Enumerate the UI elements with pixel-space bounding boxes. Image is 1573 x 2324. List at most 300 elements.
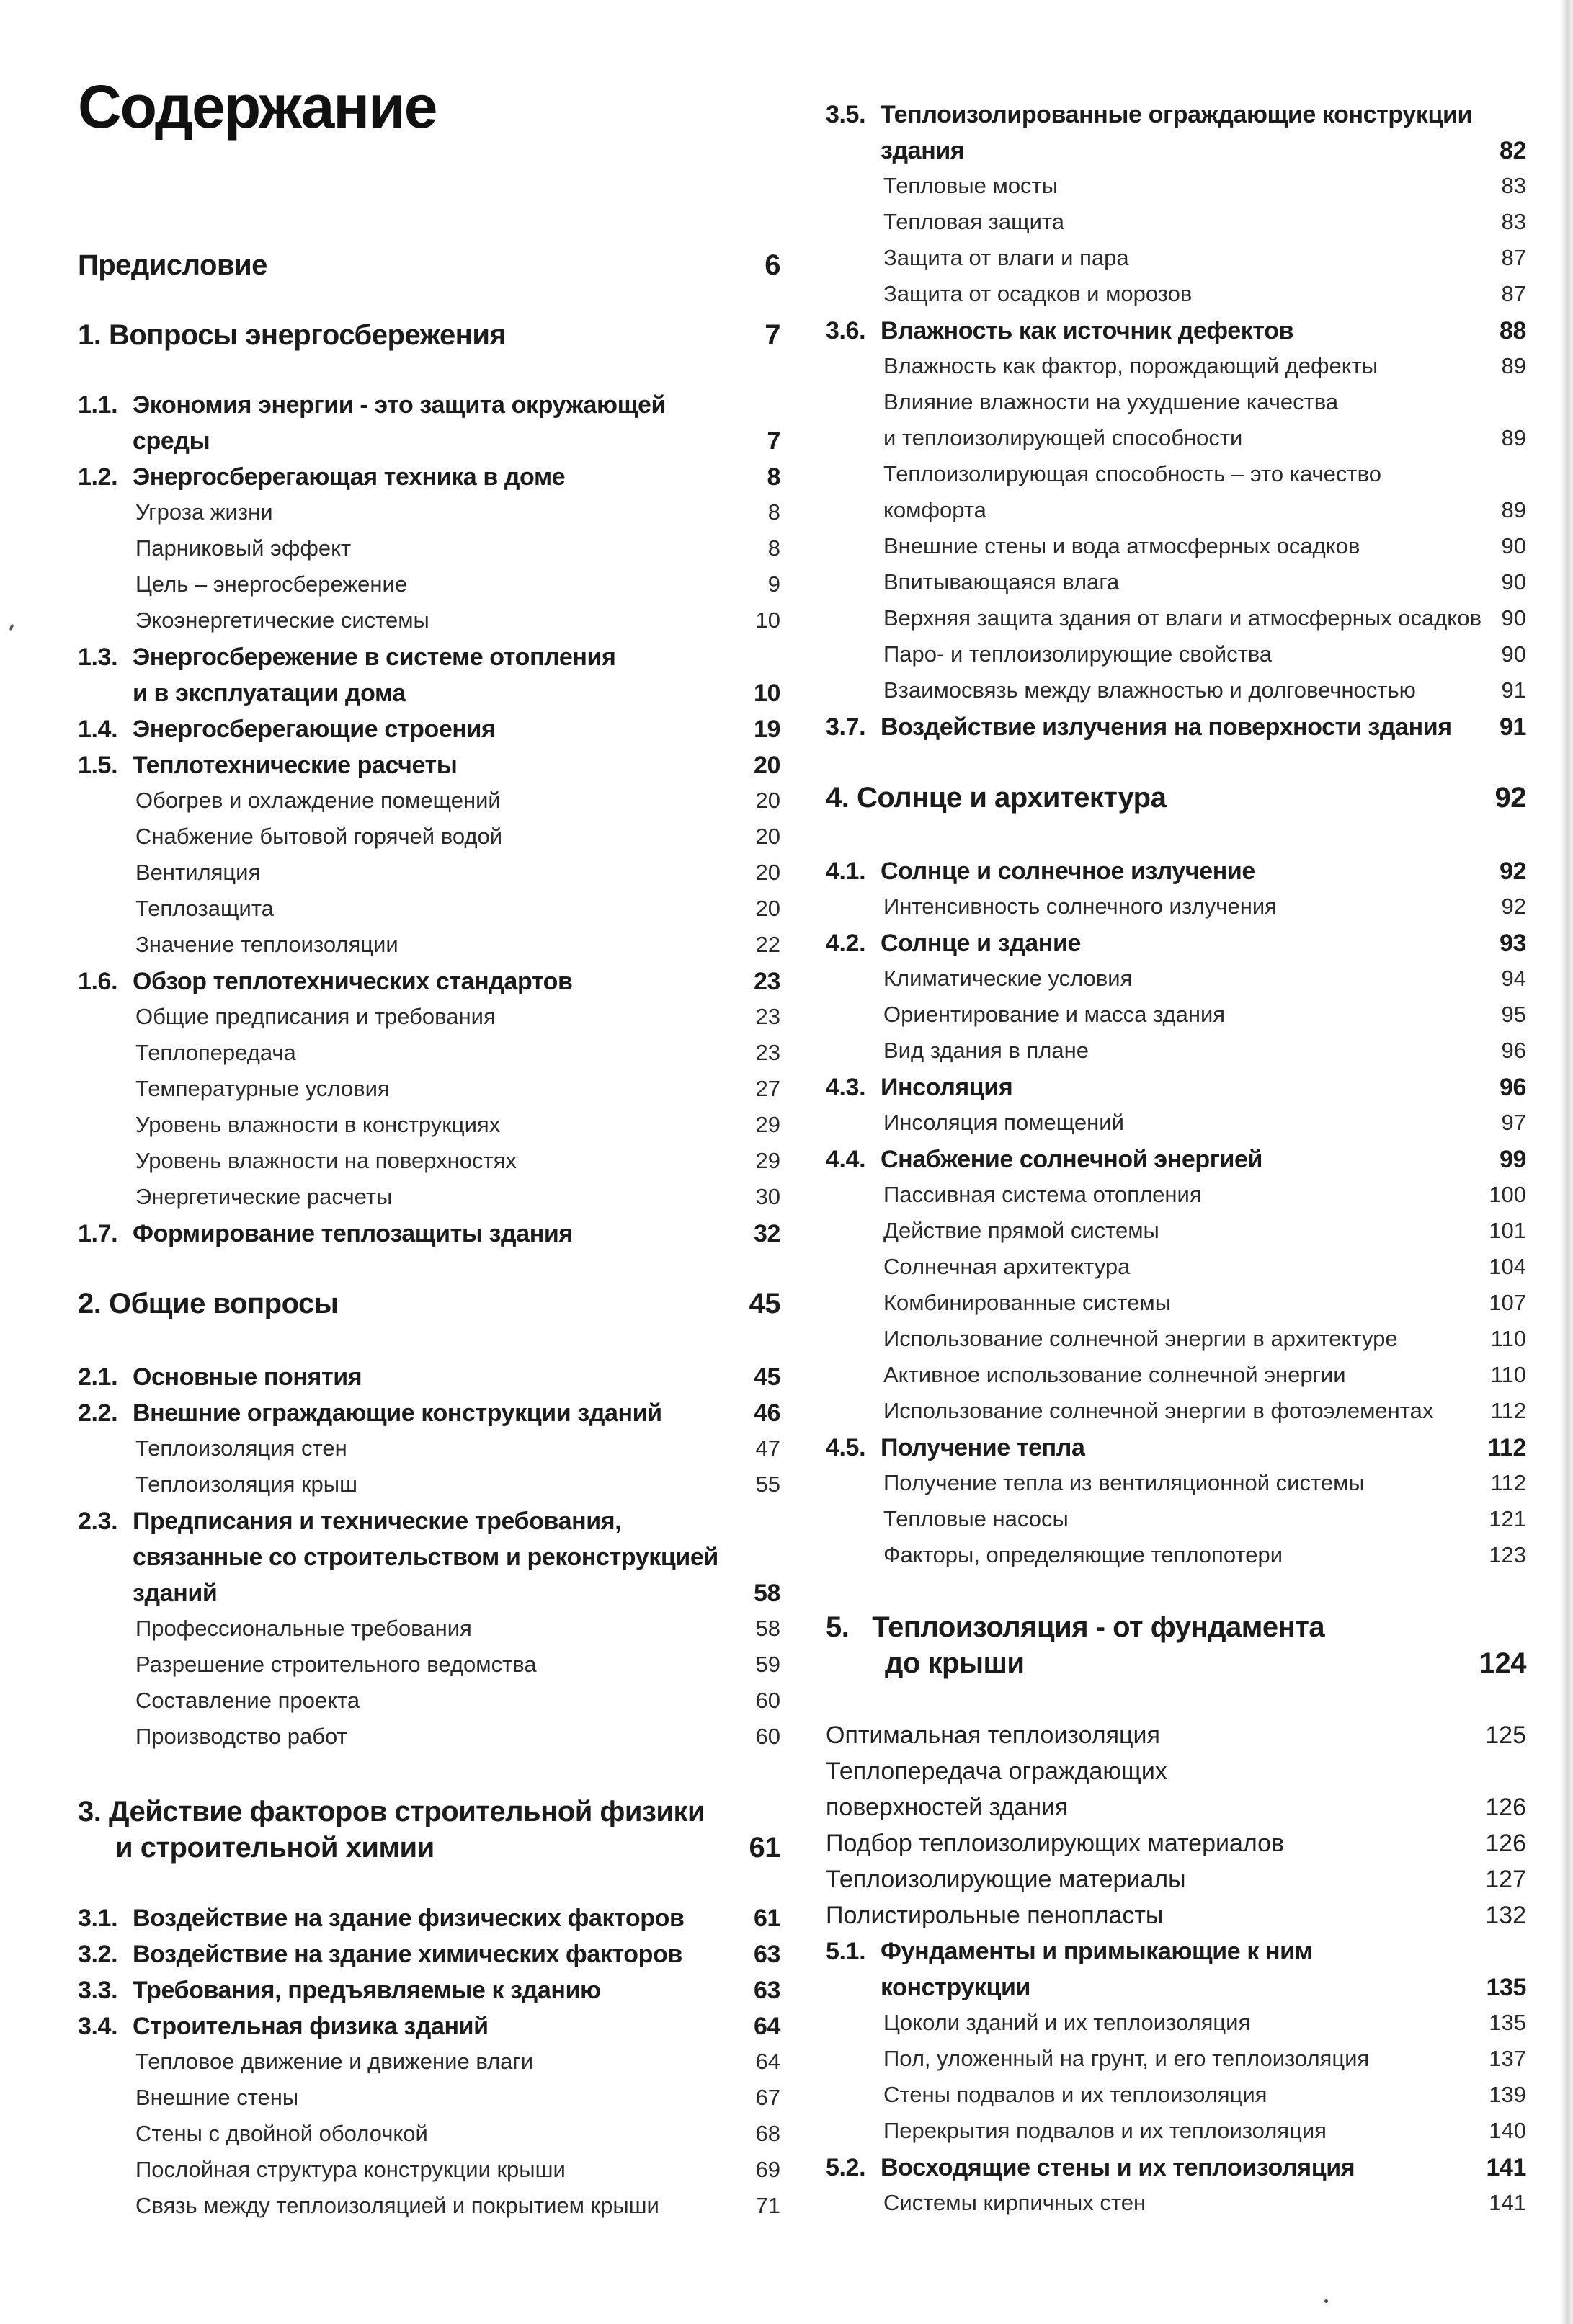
- toc-entry-title: Теплоизолирующая способность – это качество: [883, 461, 1381, 486]
- toc-entry: [78, 1040, 780, 1066]
- toc-entry: [826, 1110, 1526, 1136]
- toc-entry-title: [78, 1941, 754, 1969]
- toc-section-title: Инсоляция: [881, 1074, 1013, 1101]
- toc-section-title: Энергосберегающие строения: [133, 716, 496, 743]
- toc-entry: [78, 1616, 780, 1642]
- toc-entry-title: [78, 391, 780, 419]
- toc-entry-title: Интенсивность солнечного излучения: [883, 894, 1277, 919]
- toc-entry-title: 5. Теплоизоляция - от фундамента: [826, 1611, 1325, 1643]
- toc-entry: [826, 1218, 1526, 1244]
- toc-entry-title: Разрешение строительного ведомства: [135, 1652, 537, 1677]
- toc-entry-title: [826, 1146, 1500, 1174]
- toc-section-number: 1.7.: [78, 1220, 118, 1247]
- toc-section-title: Теплоизолированные ограждающие конструкции: [881, 101, 1472, 128]
- toc-entry-title: и в эксплуатации дома: [133, 680, 406, 707]
- toc-entry: [78, 968, 780, 996]
- toc-entry: [78, 644, 780, 672]
- toc-entry-title: Послойная структура конструкции крыши: [135, 2157, 566, 2182]
- toc-entry: [826, 2046, 1526, 2072]
- toc-entry: [78, 1076, 780, 1102]
- toc-page-number: 19: [753, 716, 780, 743]
- toc-entry: [826, 1398, 1526, 1424]
- toc-entry-title: Теплоизолирующие материалы: [826, 1866, 1186, 1893]
- toc-page-number: 99: [1499, 1146, 1526, 1173]
- toc-entry: [78, 1796, 780, 1828]
- toc-page-number: 110: [1490, 1362, 1526, 1387]
- toc-entry-title: Инсоляция помещений: [883, 1110, 1124, 1135]
- toc-section-title: Энергосберегающая техника в доме: [133, 463, 566, 491]
- toc-entry: [78, 896, 780, 922]
- toc-page-number: 8: [767, 499, 780, 525]
- toc-entry: [78, 1508, 780, 1536]
- toc-entry: [826, 1434, 1526, 1462]
- toc-section-title: Фундаменты и примыкающие к ним: [881, 1938, 1313, 1965]
- toc-entry: [78, 1220, 780, 1248]
- toc-entry: [78, 499, 780, 525]
- toc-entry-title: среды: [133, 427, 210, 455]
- toc-entry: [78, 249, 780, 282]
- toc-entry: [826, 894, 1526, 920]
- toc-entry: [826, 1182, 1526, 1208]
- toc-section-number: 2.1.: [78, 1363, 118, 1391]
- toc-section-title: Влажность как источник дефектов: [881, 317, 1294, 344]
- toc-entry-title: Влияние влажности на ухудшение качества: [883, 389, 1339, 414]
- toc-entry-title: Активное использование солнечной энергии: [883, 1362, 1346, 1387]
- toc-page-number: 58: [753, 1580, 780, 1607]
- toc-page-number: 123: [1489, 1542, 1526, 1567]
- toc-entry: [78, 680, 780, 708]
- toc-entry: [78, 824, 780, 850]
- toc-page-number: 127: [1485, 1866, 1526, 1893]
- toc-page-number: 64: [755, 2049, 780, 2074]
- toc-page-number: 107: [1489, 1290, 1526, 1315]
- toc-page-number: 29: [755, 1148, 780, 1173]
- toc-section-number: 4.4.: [826, 1146, 866, 1173]
- toc-page-number: 89: [1501, 425, 1526, 450]
- toc-entry: [78, 1399, 780, 1428]
- toc-page-number: 67: [755, 2085, 780, 2110]
- toc-page-number: 63: [753, 1977, 780, 2004]
- toc-entry: [826, 1794, 1526, 1822]
- toc-section-title: Энергосбережение в системе отопления: [133, 644, 616, 671]
- toc-entry-title: Парниковый эффект: [135, 535, 352, 561]
- toc-page-number: 97: [1501, 1110, 1526, 1135]
- toc-page-number: 27: [755, 1076, 780, 1101]
- toc-entry-title: Защита от влаги и пара: [883, 245, 1129, 270]
- toc-page-number: 45: [749, 1288, 780, 1319]
- toc-page-number: 20: [755, 860, 780, 885]
- toc-page-number: 7: [767, 427, 780, 455]
- toc-entry-title: Энергетические расчеты: [135, 1184, 393, 1209]
- toc-page-number: 135: [1489, 2010, 1526, 2035]
- toc-entry-title: Теплопередача: [135, 1040, 296, 1065]
- toc-entry: [826, 1830, 1526, 1858]
- toc-entry: [826, 1866, 1526, 1894]
- toc-entry-title: до крыши: [885, 1647, 1025, 1679]
- toc-entry: [826, 1290, 1526, 1316]
- toc-entry-title: Предисловие: [78, 249, 267, 281]
- toc-entry: [826, 713, 1526, 742]
- toc-page-number: 83: [1501, 173, 1526, 198]
- toc-page-number: 140: [1489, 2118, 1526, 2143]
- toc-entry-title: здания: [881, 137, 965, 164]
- toc-entry: [78, 1184, 780, 1210]
- toc-entry-title: Профессиональные требования: [135, 1616, 472, 1641]
- toc-entry-title: Стены подвалов и их теплоизоляция: [883, 2082, 1267, 2107]
- toc-page-number: 59: [755, 1652, 780, 1677]
- toc-entry-title: [78, 1905, 754, 1933]
- toc-page-number: 90: [1501, 641, 1526, 667]
- toc-page-number: 60: [755, 1688, 780, 1713]
- toc-entry: [826, 1146, 1526, 1174]
- toc-entry-title: Внешние стены и вода атмосферных осадков: [883, 533, 1360, 558]
- toc-page-number: 20: [755, 896, 780, 921]
- toc-entry-title: Вентиляция: [135, 860, 261, 885]
- toc-entry: [826, 1074, 1526, 1102]
- toc-page-number: 30: [755, 1184, 780, 1209]
- toc-page-number: 8: [767, 535, 780, 561]
- toc-page-number: 135: [1486, 1974, 1526, 2001]
- toc-entry-title: поверхностей здания: [826, 1794, 1069, 1821]
- toc-section-number: 3.2.: [78, 1941, 118, 1968]
- toc-page-number: 112: [1490, 1470, 1526, 1495]
- toc-entry-title: Цоколи зданий и их теплоизоляция: [883, 2010, 1251, 2035]
- toc-entry: [826, 137, 1526, 165]
- scan-speck: [1324, 2299, 1328, 2303]
- toc-entry-title: конструкции: [881, 1974, 1030, 2001]
- toc-section-title: Воздействие на здание химических факторов: [133, 1941, 682, 1968]
- toc-entry: [78, 752, 780, 780]
- toc-entry-title: и строительной химии: [115, 1832, 435, 1864]
- toc-page-number: 45: [753, 1363, 780, 1391]
- toc-section-title: Строительная физика зданий: [133, 2013, 489, 2040]
- toc-entry-title: [826, 2154, 1486, 2182]
- toc-entry: [826, 389, 1526, 415]
- toc-page-number: 9: [767, 571, 780, 597]
- toc-section-number: 4.1.: [826, 858, 866, 885]
- toc-entry: [78, 1941, 780, 1969]
- toc-entry: [826, 1722, 1526, 1750]
- scan-edge: [1560, 0, 1573, 2324]
- toc-entry: [826, 353, 1526, 379]
- toc-entry: [826, 1938, 1526, 1966]
- toc-entry: [826, 1362, 1526, 1388]
- toc-section-title: Основные понятия: [133, 1363, 362, 1391]
- toc-entry-title: Производство работ: [135, 1724, 347, 1749]
- toc-page-number: 6: [765, 249, 780, 281]
- toc-section-number: 2.3.: [78, 1508, 118, 1535]
- toc-entry: [826, 569, 1526, 595]
- toc-section-title: Восходящие стены и их теплоизоляция: [881, 2154, 1355, 2181]
- toc-entry: [826, 101, 1526, 129]
- toc-entry: [826, 1974, 1526, 2002]
- toc-entry: [78, 1112, 780, 1138]
- toc-section-number: 1.3.: [78, 644, 118, 671]
- toc-page-number: 100: [1489, 1182, 1526, 1207]
- toc-section-number: 3.6.: [826, 317, 866, 344]
- toc-page-number: 141: [1489, 2190, 1526, 2215]
- toc-section-number: 4.3.: [826, 1074, 866, 1101]
- toc-entry: [826, 605, 1526, 631]
- toc-entry-title: [78, 463, 767, 491]
- toc-entry: [826, 1506, 1526, 1532]
- toc-entry: [826, 1254, 1526, 1280]
- toc-section-number: 3.3.: [78, 1977, 118, 2004]
- toc-page-number: 137: [1489, 2046, 1526, 2071]
- toc-page-number: 23: [753, 968, 780, 995]
- toc-page-number: 126: [1485, 1830, 1526, 1857]
- toc-page-number: 22: [755, 932, 780, 957]
- toc-entry: [78, 1652, 780, 1678]
- toc-entry-title: Значение теплоизоляции: [135, 932, 398, 957]
- toc-entry-title: [78, 1508, 780, 1536]
- toc-entry-title: [78, 1220, 754, 1248]
- toc-page-number: 132: [1485, 1902, 1526, 1929]
- toc-entry-title: зданий: [133, 1580, 218, 1607]
- toc-entry-title: Полистирольные пенопласты: [826, 1902, 1164, 1929]
- toc-entry-title: Перекрытия подвалов и их теплоизоляция: [883, 2118, 1327, 2143]
- toc-entry: [826, 1902, 1526, 1930]
- toc-entry-title: Теплопередача ограждающих: [826, 1758, 1167, 1785]
- toc-entry: [826, 1002, 1526, 1028]
- toc-entry: [78, 2085, 780, 2111]
- toc-section-title: Формирование теплозащиты здания: [133, 1220, 573, 1247]
- toc-entry-title: Впитывающаяся влага: [883, 569, 1120, 595]
- toc-entry: [826, 858, 1526, 886]
- toc-entry-title: [78, 1399, 754, 1428]
- toc-entry: [78, 1905, 780, 1933]
- toc-entry-title: Использование солнечной энергии в фотоэлементах: [883, 1398, 1434, 1423]
- toc-entry-title: Подбор теплоизолирующих материалов: [826, 1830, 1285, 1857]
- toc-page-number: 58: [755, 1616, 780, 1641]
- toc-page-number: 112: [1490, 1398, 1526, 1423]
- toc-page-number: 92: [1501, 894, 1526, 919]
- toc-entry: [826, 1542, 1526, 1568]
- page-title: Содержание: [78, 73, 437, 141]
- toc-entry: [78, 319, 780, 352]
- toc-entry-title: Угроза жизни: [135, 499, 273, 525]
- toc-section-number: 1.4.: [78, 716, 118, 743]
- toc-entry-title: Тепловая защита: [883, 209, 1065, 234]
- toc-entry: [826, 281, 1526, 307]
- toc-entry-title: [78, 1363, 754, 1392]
- toc-entry-title: 2. Общие вопросы: [78, 1288, 339, 1319]
- toc-entry-title: Общие предписания и требования: [135, 1004, 496, 1029]
- toc-entry-title: Внешние стены: [135, 2085, 299, 2110]
- toc-entry-title: Уровень влажности на поверхностях: [135, 1148, 517, 1173]
- toc-page-number: 87: [1501, 281, 1526, 306]
- toc-entry-title: Верхняя защита здания от влаги и атмосферных осадков: [883, 605, 1481, 631]
- toc-page-number: 61: [753, 1905, 780, 1932]
- toc-section-title: Внешние ограждающие конструкции зданий: [133, 1399, 662, 1427]
- toc-entry: [826, 2118, 1526, 2144]
- toc-entry: [78, 932, 780, 958]
- toc-page-number: 90: [1501, 569, 1526, 595]
- toc-entry-title: Действие прямой системы: [883, 1218, 1159, 1243]
- toc-entry-title: Уровень влажности в конструкциях: [135, 1112, 501, 1137]
- toc-entry-title: Влажность как фактор, порождающий дефекты: [883, 353, 1378, 378]
- toc-entry-title: Составление проекта: [135, 1688, 360, 1713]
- toc-entry-title: Вид здания в плане: [883, 1038, 1089, 1063]
- toc-entry-title: [826, 1938, 1526, 1966]
- toc-entry: [826, 1470, 1526, 1496]
- toc-entry: [826, 1326, 1526, 1352]
- toc-page-number: 32: [753, 1220, 780, 1247]
- toc-section-number: 3.5.: [826, 101, 866, 128]
- toc-entry-title: Климатические условия: [883, 966, 1133, 991]
- toc-section-number: 1.6.: [78, 968, 118, 995]
- toc-entry-title: связанные со строительством и реконструкцией: [133, 1544, 718, 1571]
- toc-entry-title: 4. Солнце и архитектура: [826, 782, 1167, 814]
- toc-entry: [78, 1688, 780, 1714]
- toc-entry-title: Экоэнергетические системы: [135, 607, 429, 633]
- toc-section-title: Требования, предъявляемые к зданию: [133, 1977, 601, 2004]
- toc-entry-title: [78, 644, 780, 672]
- toc-page-number: 63: [753, 1941, 780, 1968]
- toc-section-title: Получение тепла: [881, 1434, 1085, 1461]
- toc-page-number: 71: [755, 2193, 780, 2218]
- toc-page-number: 121: [1489, 1506, 1526, 1531]
- toc-section-number: 4.5.: [826, 1434, 866, 1461]
- toc-entry-title: Системы кирпичных стен: [883, 2190, 1146, 2215]
- toc-page-number: 110: [1490, 1326, 1526, 1351]
- toc-entry-title: комфорта: [883, 497, 986, 522]
- toc-entry: [826, 2190, 1526, 2216]
- toc-section-number: 5.1.: [826, 1938, 866, 1965]
- toc-section-number: 3.4.: [78, 2013, 118, 2040]
- toc-entry-title: [78, 1977, 754, 2005]
- toc-entry-title: Теплоизоляция стен: [135, 1435, 347, 1461]
- toc-entry-title: Связь между теплоизоляцией и покрытием крыши: [135, 2193, 659, 2218]
- toc-entry: [826, 425, 1526, 451]
- toc-entry-title: Защита от осадков и морозов: [883, 281, 1193, 306]
- toc-entry: [78, 788, 780, 814]
- toc-page-number: 124: [1479, 1647, 1526, 1679]
- toc-entry-title: [78, 2013, 754, 2041]
- toc-entry-title: Теплоизоляция крыш: [135, 1472, 357, 1497]
- toc-page-number: 89: [1501, 353, 1526, 378]
- toc-entry-title: Ориентирование и масса здания: [883, 1002, 1226, 1027]
- toc-entry: [826, 317, 1526, 345]
- toc-page-number: 92: [1499, 858, 1526, 885]
- toc-page-number: 10: [755, 607, 780, 633]
- toc-page-number: 104: [1489, 1254, 1526, 1279]
- toc-page-number: 90: [1501, 533, 1526, 558]
- toc-entry-title: Паро- и теплоизолирующие свойства: [883, 641, 1273, 667]
- toc-section-title: Воздействие на здание физических факторов: [133, 1905, 685, 1932]
- toc-page-number: 23: [755, 1040, 780, 1065]
- toc-page-number: 87: [1501, 245, 1526, 270]
- toc-entry: [78, 1363, 780, 1392]
- toc-entry: [826, 641, 1526, 667]
- toc-page-number: 20: [753, 752, 780, 779]
- toc-section-number: 3.1.: [78, 1905, 118, 1932]
- toc-page-number: 94: [1501, 966, 1526, 991]
- toc-entry-title: Тепловые мосты: [883, 173, 1059, 198]
- toc-entry-title: Пол, уложенный на грунт, и его теплоизоляция: [883, 2046, 1370, 2071]
- toc-entry: [78, 1004, 780, 1030]
- toc-entry: [78, 571, 780, 597]
- toc-section-number: 3.7.: [826, 713, 866, 741]
- toc-page-number: 93: [1499, 930, 1526, 957]
- toc-page-number: 82: [1499, 137, 1526, 164]
- toc-entry: [78, 2121, 780, 2147]
- toc-entry: [826, 1611, 1526, 1644]
- toc-page-number: 90: [1501, 605, 1526, 631]
- toc-entry: [826, 2082, 1526, 2108]
- toc-page-number: 89: [1501, 497, 1526, 522]
- toc-page-number: 60: [755, 1724, 780, 1749]
- toc-page-number: 69: [755, 2157, 780, 2182]
- toc-section-number: 2.2.: [78, 1399, 118, 1427]
- toc-entry-title: Пассивная система отопления: [883, 1182, 1202, 1207]
- toc-entry: [78, 860, 780, 886]
- toc-section-number: 1.2.: [78, 463, 118, 491]
- toc-page-number: 101: [1489, 1218, 1526, 1243]
- toc-entry-title: и теплоизолирующей способности: [883, 425, 1243, 450]
- toc-page-number: 46: [753, 1399, 780, 1427]
- toc-entry-title: Стены с двойной оболочкой: [135, 2121, 428, 2146]
- toc-page-number: 20: [755, 788, 780, 813]
- toc-entry: [78, 427, 780, 455]
- toc-section-number: 1.5.: [78, 752, 118, 779]
- toc-entry-title: [826, 713, 1500, 742]
- toc-page-number: 68: [755, 2121, 780, 2146]
- toc-entry: [78, 1148, 780, 1174]
- toc-entry: [78, 2013, 780, 2041]
- toc-entry-title: [826, 1074, 1500, 1102]
- toc-page-number: 91: [1501, 677, 1526, 703]
- toc-entry-title: [826, 1434, 1487, 1462]
- toc-entry: [78, 716, 780, 744]
- toc-entry: [78, 463, 780, 491]
- toc-entry-title: Тепловые насосы: [883, 1506, 1069, 1531]
- toc-page-number: 20: [755, 824, 780, 849]
- toc-entry: [78, 1435, 780, 1461]
- toc-entry: [78, 1832, 780, 1864]
- toc-entry: [826, 245, 1526, 271]
- toc-entry: [826, 1758, 1526, 1786]
- toc-page-number: 96: [1501, 1038, 1526, 1063]
- toc-section-number: 1.1.: [78, 391, 118, 419]
- toc-entry: [826, 533, 1526, 559]
- toc-entry: [78, 1544, 780, 1572]
- toc-entry-title: Факторы, определяющие теплопотери: [883, 1542, 1283, 1567]
- toc-entry: [78, 1724, 780, 1750]
- toc-page-number: 88: [1499, 317, 1526, 344]
- toc-page-number: 7: [765, 319, 780, 351]
- toc-entry: [826, 461, 1526, 487]
- toc-section-title: Предписания и технические требования,: [133, 1508, 622, 1535]
- toc-section-title: Обзор теплотехнических стандартов: [133, 968, 573, 995]
- toc-page-number: 125: [1485, 1722, 1526, 1749]
- toc-entry-title: Получение тепла из вентиляционной системы: [883, 1470, 1365, 1495]
- toc-entry-title: Обогрев и охлаждение помещений: [135, 788, 501, 813]
- toc-page-number: 83: [1501, 209, 1526, 234]
- toc-page-number: 96: [1499, 1074, 1526, 1101]
- toc-entry-title: Использование солнечной энергии в архитектуре: [883, 1326, 1398, 1351]
- toc-page-number: 55: [755, 1472, 780, 1497]
- toc-entry-title: Комбинированные системы: [883, 1290, 1171, 1315]
- toc-section-title: Воздействие излучения на поверхности здания: [881, 713, 1452, 741]
- toc-page-number: 10: [753, 680, 780, 707]
- toc-page-number: 126: [1485, 1794, 1526, 1821]
- toc-entry-title: Температурные условия: [135, 1076, 390, 1101]
- toc-entry: [826, 1647, 1526, 1680]
- toc-page-number: 64: [753, 2013, 780, 2040]
- toc-section-title: Экономия энергии - это защита окружающей: [133, 391, 666, 419]
- toc-section-title: Снабжение солнечной энергией: [881, 1146, 1262, 1173]
